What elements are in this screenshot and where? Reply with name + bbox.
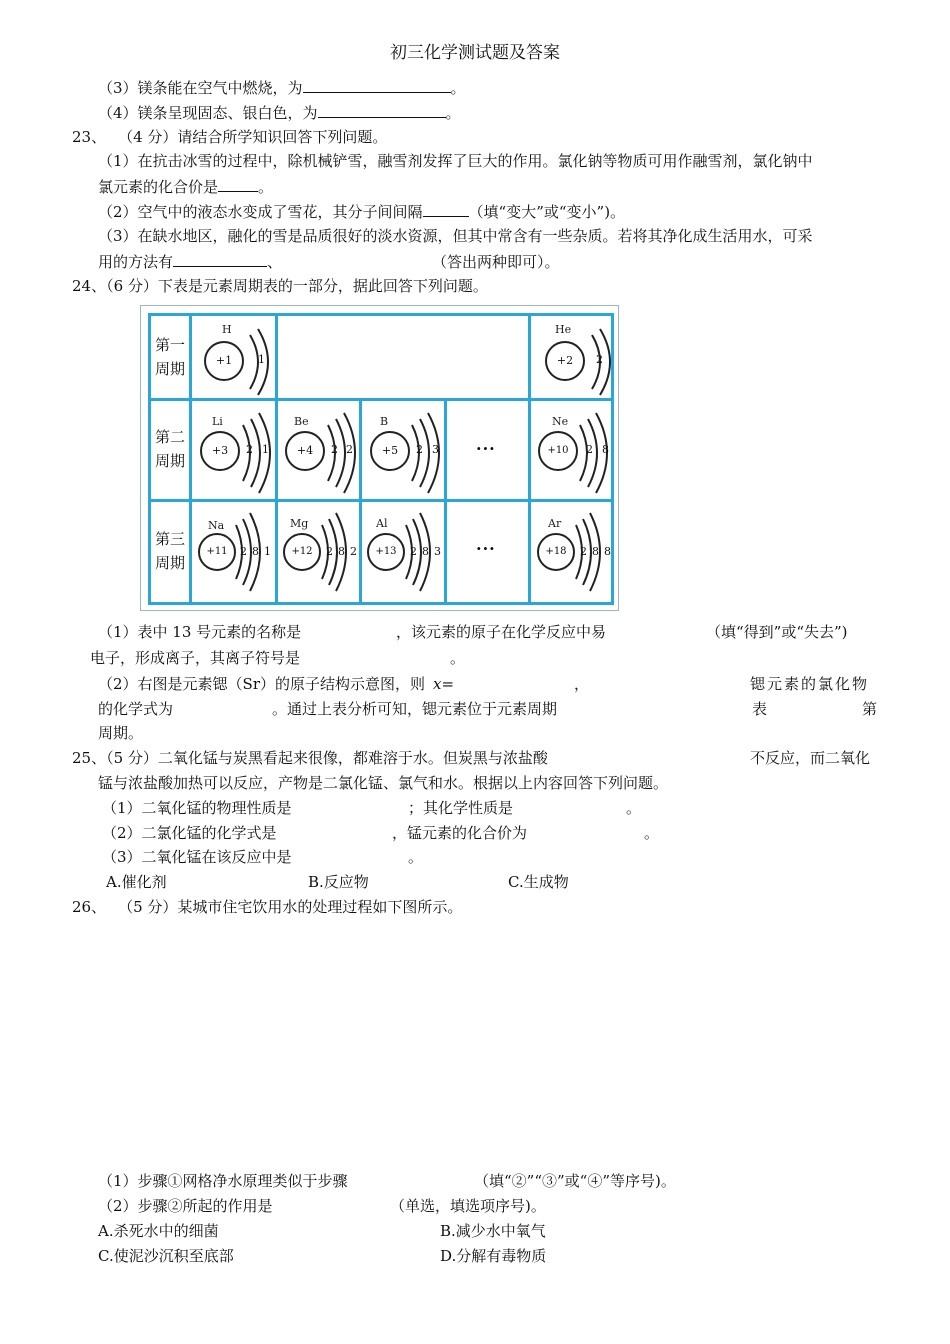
element-symbol: Be (294, 415, 309, 428)
q25-p1-a: （1）二氧化锰的物理性质是 (102, 799, 292, 817)
q24-stem: （6 分）下表是元素周期表的一部分，据此回答下列问题。 (106, 277, 488, 295)
question-number: 25、 (72, 749, 107, 767)
nucleus: +4 (285, 431, 325, 471)
element-symbol: Mg (290, 517, 309, 530)
electron-count: 3 (432, 443, 439, 456)
q24-p2-text: （2）右图是元素锶（Sr）的原子结构示意图，则 (98, 675, 425, 693)
element-symbol: Li (212, 415, 223, 428)
q22-item3 (98, 76, 466, 99)
q23-p3-line2 (98, 250, 560, 273)
q23-p3-sep: 、 (267, 253, 283, 271)
question-number: 24、 (72, 277, 107, 295)
q22-item3-text: （3）镁条能在空气中燃烧，为 (98, 79, 303, 97)
q23-p2-end: （填“变大”或“变小”)。 (468, 203, 626, 221)
element-symbol: Ne (552, 415, 569, 428)
electron-count: 8 (338, 545, 345, 558)
q26-p2-b: （单选，填选项序号)。 (390, 1197, 546, 1215)
electron-count: 2 (586, 443, 593, 456)
answer-blank[interactable] (318, 101, 446, 118)
nucleus: +3 (200, 431, 240, 471)
nucleus: +1 (204, 341, 244, 381)
nucleus: +5 (370, 431, 410, 471)
electron-count: 2 (580, 545, 587, 558)
q25-p2-a: （2）二氯化锰的化学式是 (102, 824, 277, 842)
q25-option-c[interactable]: C.生成物 (508, 873, 569, 891)
q25-stem-b: 不反应，而二氧化 (750, 749, 871, 767)
q24-header (72, 275, 488, 297)
electron-count: 3 (434, 545, 441, 558)
q24-p2-a (98, 673, 454, 695)
element-symbol: Ar (548, 517, 562, 530)
variable-x: x= (433, 675, 455, 693)
q25-p2-end: 。 (644, 824, 660, 842)
q23-p3-line1: （3）在缺水地区，融化的雪是品质很好的淡水资源，但其中常含有一些杂质。若将其净化成生活用水，可采 (98, 227, 813, 245)
answer-blank[interactable] (218, 175, 258, 192)
q26-option-a[interactable]: A.杀死水中的细菌 (98, 1222, 219, 1240)
answer-blank[interactable] (173, 250, 267, 267)
q23-p1-end: 。 (258, 178, 274, 196)
electron-count: 8 (252, 545, 259, 558)
answer-blank[interactable] (303, 76, 451, 93)
question-number: 23、 (72, 128, 107, 146)
electron-count: 1 (262, 443, 269, 456)
q25-stem-a: （5 分）二氧化锰与炭黑看起来很像，都难溶于水。但炭黑与浓盐酸 (106, 749, 548, 767)
electron-count: 2 (596, 353, 603, 366)
q26-stem: （5 分）某城市住宅饮用水的处理过程如下图所示。 (118, 898, 463, 916)
q23-p3-text: 用的方法有 (98, 253, 174, 271)
q25-stem-line2: 锰与浓盐酸加热可以反应，产物是二氯化锰、氯气和水。根据以上内容回答下列问题。 (98, 774, 669, 792)
q26-p1-b: （填“②”“③”或“④”等序号)。 (474, 1172, 676, 1190)
element-symbol: He (555, 323, 572, 336)
electron-count: 8 (604, 545, 611, 558)
q25-p1-b: ；其化学性质是 (408, 799, 514, 817)
electron-count: 2 (246, 443, 253, 456)
electron-count: 2 (416, 443, 423, 456)
q24-p2-line3: 周期。 (98, 724, 144, 742)
ellipsis: ··· (476, 539, 496, 558)
q25-p3-end: 。 (408, 848, 424, 866)
q23-p1-line1: （1）在抗击冰雪的过程中，除机械铲雪，融雪剂发挥了巨大的作用。氯化钠等物质可用作融雪剂，氯化钠中 (98, 152, 813, 170)
ellipsis: ··· (476, 439, 496, 458)
element-symbol: Na (208, 519, 225, 532)
electron-count: 2 (350, 545, 357, 558)
period-2-label: 第二 周期 (154, 428, 185, 470)
q25-p3: （3）二氧化锰在该反应中是 (102, 848, 292, 866)
q26-option-b[interactable]: B.减少水中氧气 (440, 1222, 546, 1240)
electron-count: 2 (346, 443, 353, 456)
q24-p2-b: 锶元素的氯化物 (750, 675, 870, 693)
electron-count: 8 (602, 443, 609, 456)
electron-count: 1 (264, 545, 271, 558)
q24-p2-c: 。通过上表分析可知，锶元素位于元素周期 (272, 700, 558, 718)
q22-item4-end: 。 (445, 104, 461, 122)
electron-count: 8 (592, 545, 599, 558)
nucleus: +2 (545, 341, 585, 381)
electron-count: 2 (326, 545, 333, 558)
electron-count: 8 (422, 545, 429, 558)
q23-stem: （4 分）请结合所学知识回答下列问题。 (118, 128, 388, 146)
q24-p1-c: （填“得到”或“失去”) (706, 623, 848, 641)
electron-count: 2 (410, 545, 417, 558)
q25-option-b[interactable]: B.反应物 (308, 873, 369, 891)
q23-p1-text: 氯元素的化合价是 (98, 178, 219, 196)
nucleus: +13 (367, 533, 405, 571)
element-symbol: H (222, 323, 232, 336)
period-1-label: 第一 周期 (154, 336, 185, 378)
q25-header (72, 747, 548, 769)
q23-p1-line2 (98, 175, 273, 198)
periodic-table-figure (140, 305, 619, 611)
electron-count: 2 (240, 545, 247, 558)
q23-p3-end: （答出两种即可）。 (432, 253, 560, 271)
q24-p2-d2: 第 (862, 700, 878, 718)
q22-item3-end: 。 (450, 79, 466, 97)
q23-p2-text: （2）空气中的液态水变成了雪花，其分子间间隔 (98, 203, 423, 221)
q24-p1-line2: 电子，形成离子，其离子符号是 (90, 649, 301, 667)
q26-p1-a: （1）步骤①网格净水原理类似于步骤 (98, 1172, 348, 1190)
page-title: 初三化学测试题及答案 (390, 43, 560, 63)
nucleus: +11 (198, 533, 236, 571)
question-number: 26、 (72, 898, 107, 916)
q24-p2-d1: 表 (752, 700, 768, 718)
q22-item4-text: （4）镁条呈现固态、银白色，为 (98, 104, 318, 122)
q24-p2-line2: 的化学式为 (98, 700, 174, 718)
electron-count: 2 (331, 443, 338, 456)
nucleus: +10 (538, 431, 578, 471)
q26-p2-a: （2）步骤②所起的作用是 (98, 1197, 273, 1215)
answer-blank[interactable] (423, 200, 469, 217)
q24-p1-a: （1）表中 13 号元素的名称是 (98, 623, 302, 641)
q26-header (72, 896, 462, 918)
element-symbol: B (380, 415, 389, 428)
q26-option-c[interactable]: C.使泥沙沉积至底部 (98, 1247, 234, 1265)
q24-p1-b: ，该元素的原子在化学反应中易 (396, 623, 607, 641)
q24-p1-end: 。 (450, 649, 466, 667)
q22-item4 (98, 101, 461, 124)
q25-option-a[interactable]: A.催化剂 (106, 873, 167, 891)
element-symbol: Al (376, 517, 388, 530)
q26-option-d[interactable]: D.分解有毒物质 (440, 1247, 547, 1265)
q23-p2 (98, 200, 625, 223)
q23-header (72, 126, 387, 148)
nucleus: +12 (283, 533, 321, 571)
period-3-label: 第三 周期 (154, 530, 185, 572)
q25-p1-end: 。 (626, 799, 642, 817)
electron-count: 1 (258, 353, 265, 366)
q24-p2-comma: ， (574, 675, 590, 693)
q25-p2-b: ，锰元素的化合价为 (392, 824, 528, 842)
nucleus: +18 (537, 533, 575, 571)
